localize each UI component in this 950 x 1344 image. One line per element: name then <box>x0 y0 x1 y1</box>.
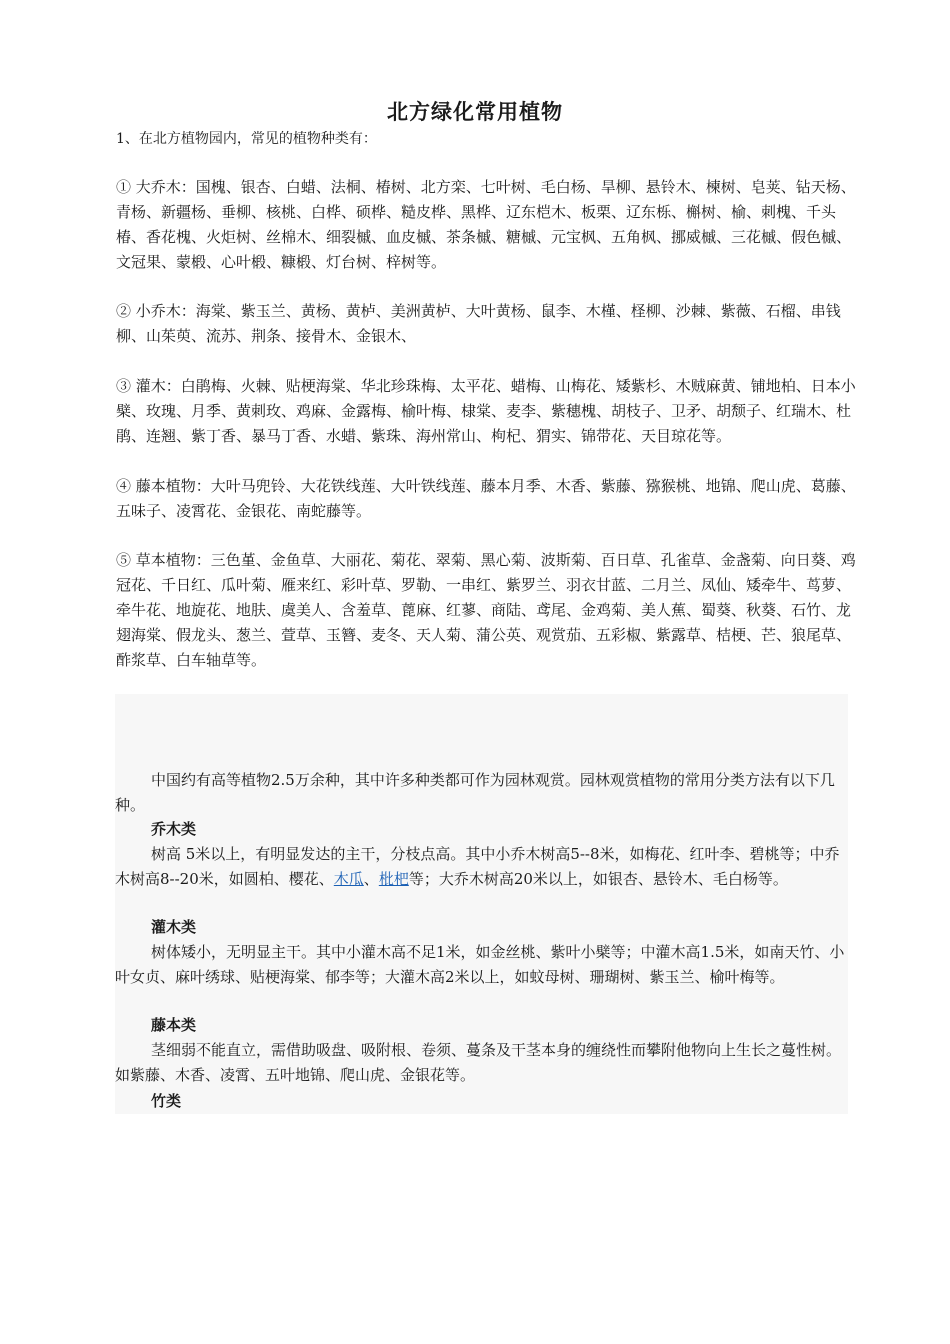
category-shrubs: ③ 灌木：白鹃梅、火棘、贴梗海棠、华北珍珠梅、太平花、蜡梅、山梅花、矮紫杉、木贼麻黄、铺地柏、日本小檗、玫瑰、月季、黄刺玫、鸡麻、金露梅、榆叶梅、棣棠、麦李、紫穗槐、胡枝子、卫矛、胡颓子、红瑞木、杜鹃、连翘、紫丁香、暴马丁香、水蜡、紫珠、海州常山、枸杞、猬实、锦带花、天目琼花等。 <box>116 377 856 445</box>
category-small-trees: ② 小乔木：海棠、紫玉兰、黄杨、黄栌、美洲黄栌、大叶黄杨、鼠李、木槿、柽柳、沙棘、紫薇、石榴、串钱柳、山茱萸、流苏、荆条、接骨木、金银木、 <box>116 302 841 345</box>
heading-vines: 藤本类 <box>151 1016 197 1034</box>
text-vines: 茎细弱不能直立，需借助吸盘、吸附根、卷须、蔓条及干茎本身的缠绕性而攀附他物向上生长之蔓性树。如紫藤、木香、凌霄、五叶地锦、爬山虎、金银花等。 <box>115 1041 842 1084</box>
intro-line: 1、在北方植物园内，常见的植物种类有： <box>116 131 377 147</box>
heading-trees: 乔木类 <box>151 820 197 838</box>
heading-shrubs: 灌木类 <box>151 918 197 936</box>
link-separator: 、 <box>363 870 379 888</box>
link-mugua[interactable]: 木瓜 <box>333 870 364 888</box>
text-shrubs: 树体矮小，无明显主干。其中小灌木高不足1米，如金丝桃、紫叶小檗等；中灌木高1.5米，如南天竹、小叶女贞、麻叶绣球、贴梗海棠、郁李等；大灌木高2米以上，如蚊母树、珊瑚树、紫玉兰、榆叶梅等。 <box>115 943 845 986</box>
category-herbs: ⑤ 草本植物：三色堇、金鱼草、大丽花、菊花、翠菊、黑心菊、波斯菊、百日草、孔雀草、金盏菊、向日葵、鸡冠花、千日红、瓜叶菊、雁来红、彩叶草、罗勒、一串红、紫罗兰、羽衣甘蓝、二月兰、凤仙、矮牵牛、茑萝、牵牛花、地旋花、地肤、虞美人、含羞草、蓖麻、红蓼、商陆、鸢尾、金鸡菊、美人蕉、蜀葵、秋葵、石竹、龙翅海棠、假龙头、葱兰、萱草、玉簪、麦冬、天人菊、蒲公英、观赏茄、五彩椒、紫露草、桔梗、芒、狼尾草、酢浆草、白车轴草等。 <box>116 551 856 669</box>
link-pipa[interactable]: 枇杷 <box>378 870 409 888</box>
category-large-trees: ① 大乔木：国槐、银杏、白蜡、法桐、椿树、北方栾、七叶树、毛白杨、旱柳、悬铃木、楝树、皂荚、钻天杨、青杨、新疆杨、垂柳、核桃、白桦、硕桦、糙皮桦、黑桦、辽东桤木、板栗、辽东栎、槲树、榆、刺槐、千头椿、香花槐、火炬树、丝棉木、细裂槭、血皮槭、茶条槭、糖槭、元宝枫、五角枫、挪威槭、三花槭、假色槭、文冠果、蒙椴、心叶椴、糠椴、灯台树、梓树等。 <box>116 178 856 271</box>
trees-text-before: 树高 5米以上，有明显发达的主干，分枝点高。其中小乔木树高5--8米，如梅花、红叶李、碧桃等；中乔木树高8--20米，如圆柏、樱花、 <box>115 845 840 888</box>
page-title: 北方绿化常用植物 <box>387 99 563 124</box>
category-vines: ④ 藤本植物：大叶马兜铃、大花铁线莲、大叶铁线莲、藤本月季、木香、紫藤、猕猴桃、地锦、爬山虎、葛藤、五味子、凌霄花、金银花、南蛇藤等。 <box>116 477 856 520</box>
text-trees <box>115 842 848 892</box>
trees-text-after: 等；大乔木树高20米以上，如银杏、悬铃木、毛白杨等。 <box>408 870 788 888</box>
box-intro: 中国约有高等植物2.5万余种，其中许多种类都可作为园林观赏。园林观赏植物的常用分类方法有以下几种。 <box>115 771 835 814</box>
heading-bamboo: 竹类 <box>151 1092 182 1110</box>
classification-box <box>115 694 848 1114</box>
